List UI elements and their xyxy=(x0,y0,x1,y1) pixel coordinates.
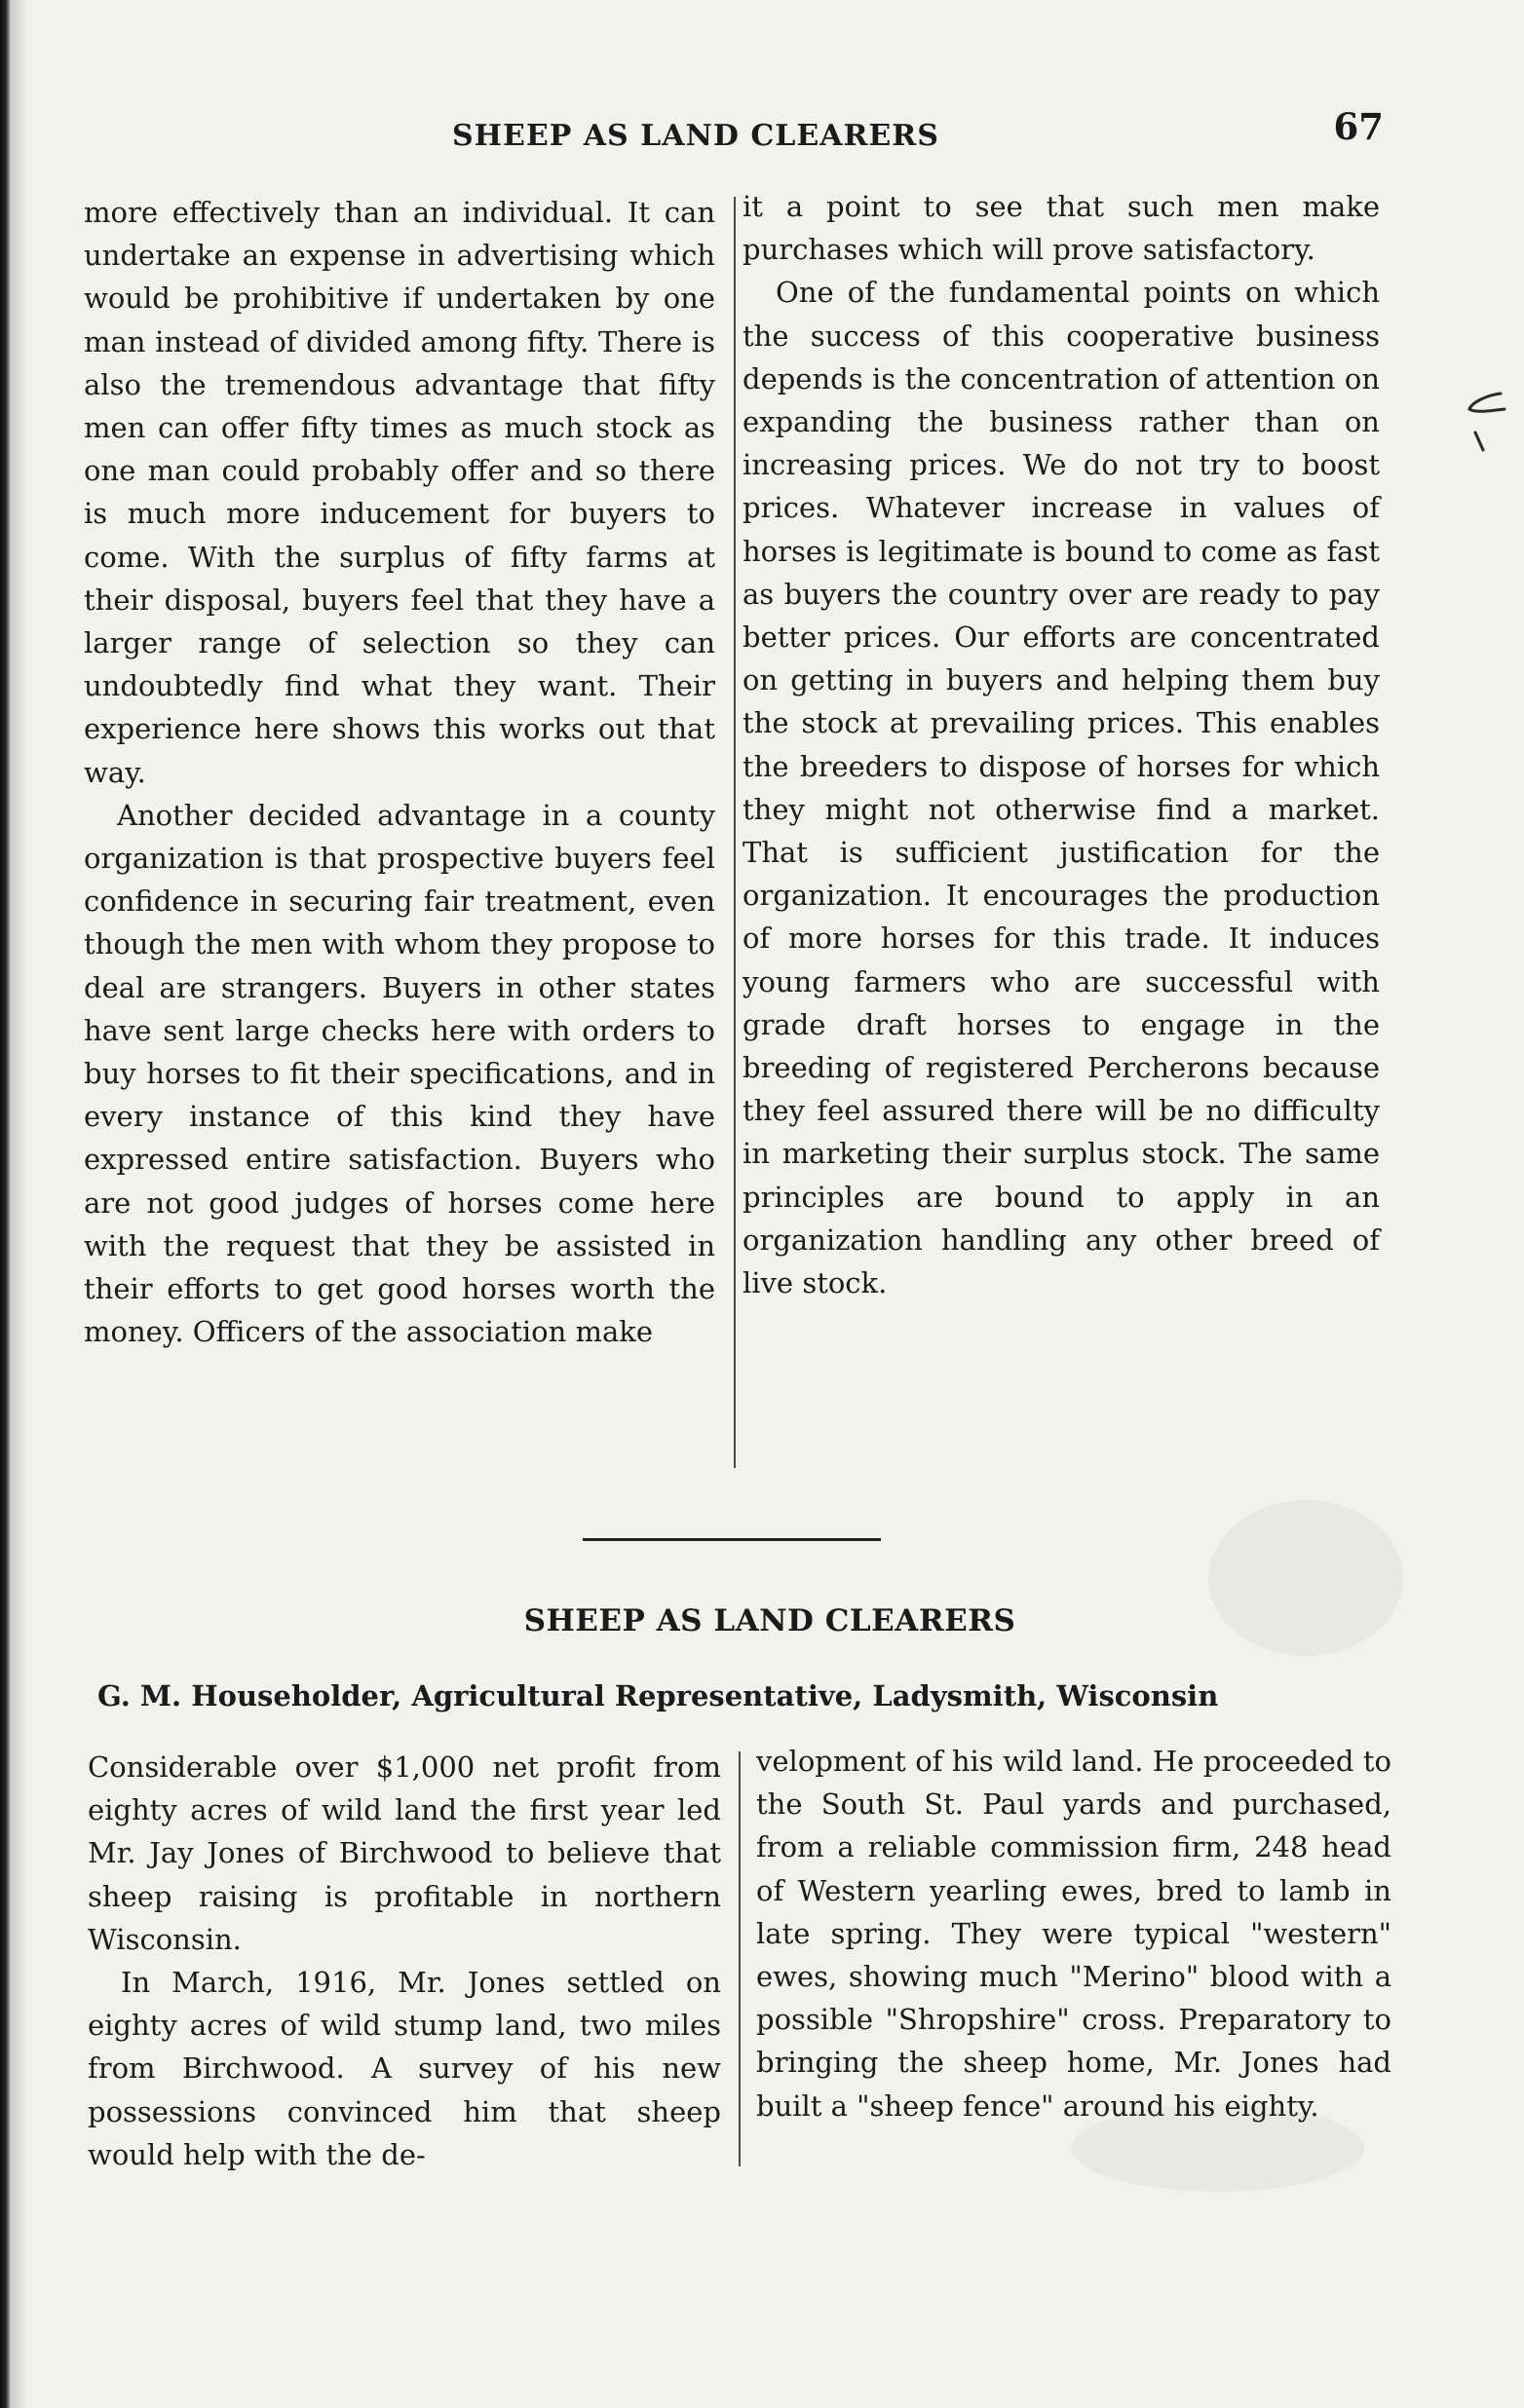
article-left-column xyxy=(88,1746,721,2176)
paragraph: Considerable over $1,000 net profit from eighty acres of wild land the first year led Mr. Jay Jones of Birchwood to believe that sheep raising is profitable in northern Wisconsin. xyxy=(88,1750,721,1956)
paragraph: more effectively than an individual. It can undertake an expense in advertising which would be prohibitive if undertaken by one man instead of divided among fifty. There is also the tremendous advantage that fifty men can offer fifty times as much stock as one man could probably offer and so there is much more inducement for buyers to come. With the surplus of fifty farms at their disposal, buyers feel that they have a larger range of selection so they can undoubtedly find what they want. Their experience here shows this works out that way. xyxy=(84,196,715,789)
running-head: SHEEP AS LAND CLEARERS xyxy=(452,119,939,153)
paragraph: One of the fundamental points on which the success of this cooperative business depends is the concentration of attention on expanding the business rather than on increasing prices. We do not try to boost prices. Whatever increase in values of horses is legitimate is bound to come as fast as buyers the country over are ready to pay better prices. Our efforts are concentrated on getting in buyers and helping them buy the stock at prevailing prices. This enables the breeders to dispose of horses for which they might not otherwise find a market. That is sufficient justification for the organization. It encourages the production of more horses for this trade. It induces young farmers who are successful with grade draft horses to engage in the breeding of registered Percherons because they feel assured there will be no difficulty in marketing their surplus stock. The same principles are bound to apply in an organization handling any other breed of live stock. xyxy=(743,276,1380,1300)
paragraph: velopment of his wild land. He proceeded to the South St. Paul yards and purchased, from a reliable commission firm, 248 head of Western yearling ewes, bred to lamb in late spring. They were typical "western" ewes, showing much "Merino" blood with a possible "Shropshire" cross. Preparatory to bringing the sheep home, Mr. Jones had built a "sheep fence" around his eighty. xyxy=(756,1745,1391,2123)
column-rule xyxy=(739,1751,741,2166)
binding-shadow xyxy=(10,0,27,2408)
pencil-mark-icon xyxy=(1462,386,1508,464)
top-left-column xyxy=(84,191,715,1353)
article-byline: G. M. Householder, Agricultural Representative, Ladysmith, Wisconsin xyxy=(97,1679,1219,1712)
page-header xyxy=(78,105,1384,164)
page-number: 67 xyxy=(1333,105,1384,148)
column-rule xyxy=(734,197,736,1468)
paragraph: it a point to see that such men make purchases which will prove satisfactory. xyxy=(743,190,1380,267)
article-title: SHEEP AS LAND CLEARERS xyxy=(523,1603,1016,1638)
section-divider xyxy=(583,1538,881,1541)
top-right-column xyxy=(743,185,1380,1304)
article-right-column xyxy=(756,1740,1391,2127)
paragraph: In March, 1916, Mr. Jones settled on eighty acres of wild stump land, two miles from Birchwood. A survey of his new possessions convinced him that sheep would help with the de- xyxy=(88,1966,721,2171)
paragraph: Another decided advantage in a county organization is that prospective buyers feel confidence in securing fair treatment, even though the men with whom they propose to deal are strangers. Buyers in other states have sent large checks here with orders to buy horses to fit their specifications, and in every instance of this kind they have expressed entire satisfaction. Buyers who are not good judges of horses come here with the request that they be assisted in their efforts to get good horses worth the money. Officers of the association make xyxy=(84,798,715,1349)
page-binding-edge xyxy=(0,0,10,2408)
